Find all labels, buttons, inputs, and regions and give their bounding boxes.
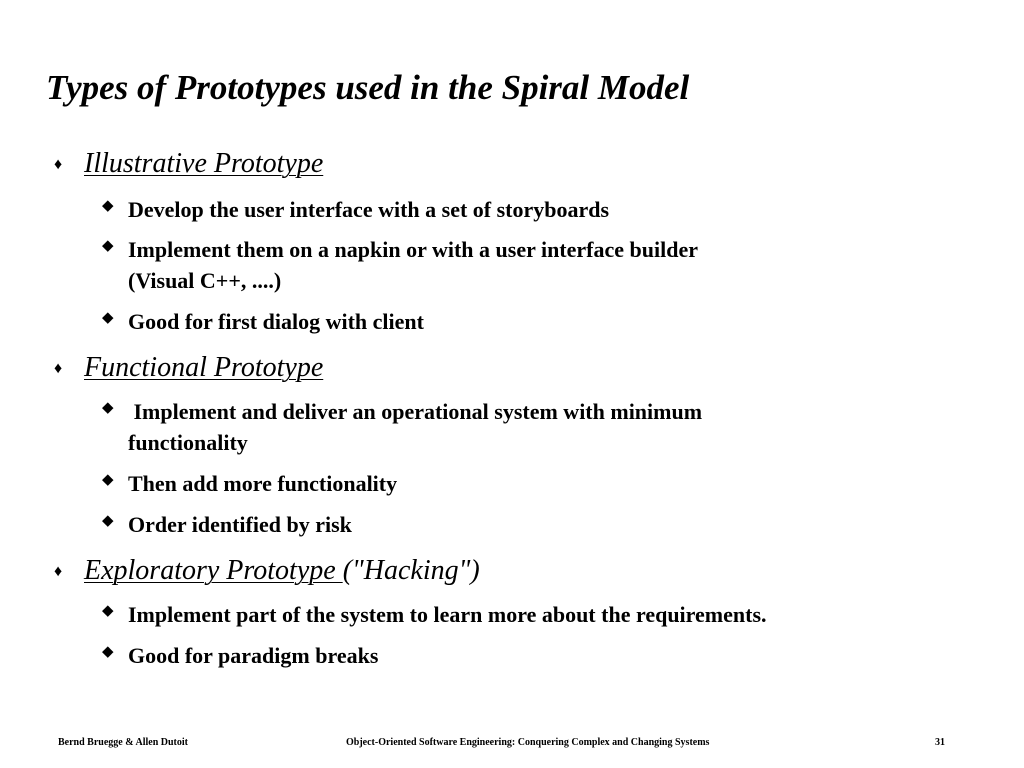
list-item-text: Implement part of the system to learn more about the requirements.	[128, 602, 767, 627]
section-heading-exploratory	[54, 555, 480, 587]
section-heading-functional	[54, 352, 324, 384]
diamond-bullet-icon: ◆	[102, 198, 114, 214]
list-item	[102, 599, 767, 630]
footer-page-number: 31	[935, 737, 945, 748]
list-item-text: functionality	[128, 430, 248, 455]
list-item-text: Develop the user interface with a set of storyboards	[128, 197, 610, 222]
list-item	[102, 640, 379, 671]
section-heading-text: Functional Prototype	[84, 352, 324, 383]
diamond-bullet-icon: ◆	[102, 400, 114, 416]
list-item-continuation	[128, 427, 248, 458]
diamond-bullet-icon: ♦	[54, 563, 63, 580]
diamond-bullet-icon: ♦	[54, 156, 63, 173]
list-item-text: Good for first dialog with client	[128, 309, 424, 334]
section-heading-text: Illustrative Prototype	[84, 148, 324, 179]
list-item	[102, 234, 698, 265]
list-item-text: (Visual C++, ....)	[128, 268, 282, 293]
section-heading-illustrative	[54, 148, 324, 180]
list-item-text: Order identified by risk	[128, 512, 352, 537]
diamond-bullet-icon: ◆	[102, 644, 114, 660]
list-item-text: Implement them on a napkin or with a user interface builder	[128, 237, 698, 262]
list-item-text: Implement and deliver an operational system with minimum	[128, 399, 703, 424]
diamond-bullet-icon: ◆	[102, 513, 114, 529]
list-item-continuation	[128, 265, 281, 296]
diamond-bullet-icon: ◆	[102, 603, 114, 619]
footer-authors: Bernd Bruegge & Allen Dutoit	[58, 737, 188, 748]
diamond-bullet-icon: ◆	[102, 238, 114, 254]
list-item	[102, 396, 703, 427]
footer-book-title: Object-Oriented Software Engineering: Conquering Complex and Changing Systems	[346, 737, 710, 748]
list-item-text: Then add more functionality	[128, 471, 398, 496]
list-item	[102, 306, 424, 337]
slide-title: Types of Prototypes used in the Spiral Model	[46, 68, 690, 107]
diamond-bullet-icon: ♦	[54, 360, 63, 377]
list-item-text: Good for paradigm breaks	[128, 643, 379, 668]
diamond-bullet-icon: ◆	[102, 310, 114, 326]
list-item	[102, 509, 352, 540]
list-item	[102, 468, 398, 499]
diamond-bullet-icon: ◆	[102, 472, 114, 488]
section-heading-text: Exploratory Prototype	[84, 555, 343, 586]
section-heading-suffix: ("Hacking")	[342, 555, 480, 586]
list-item	[102, 194, 610, 225]
